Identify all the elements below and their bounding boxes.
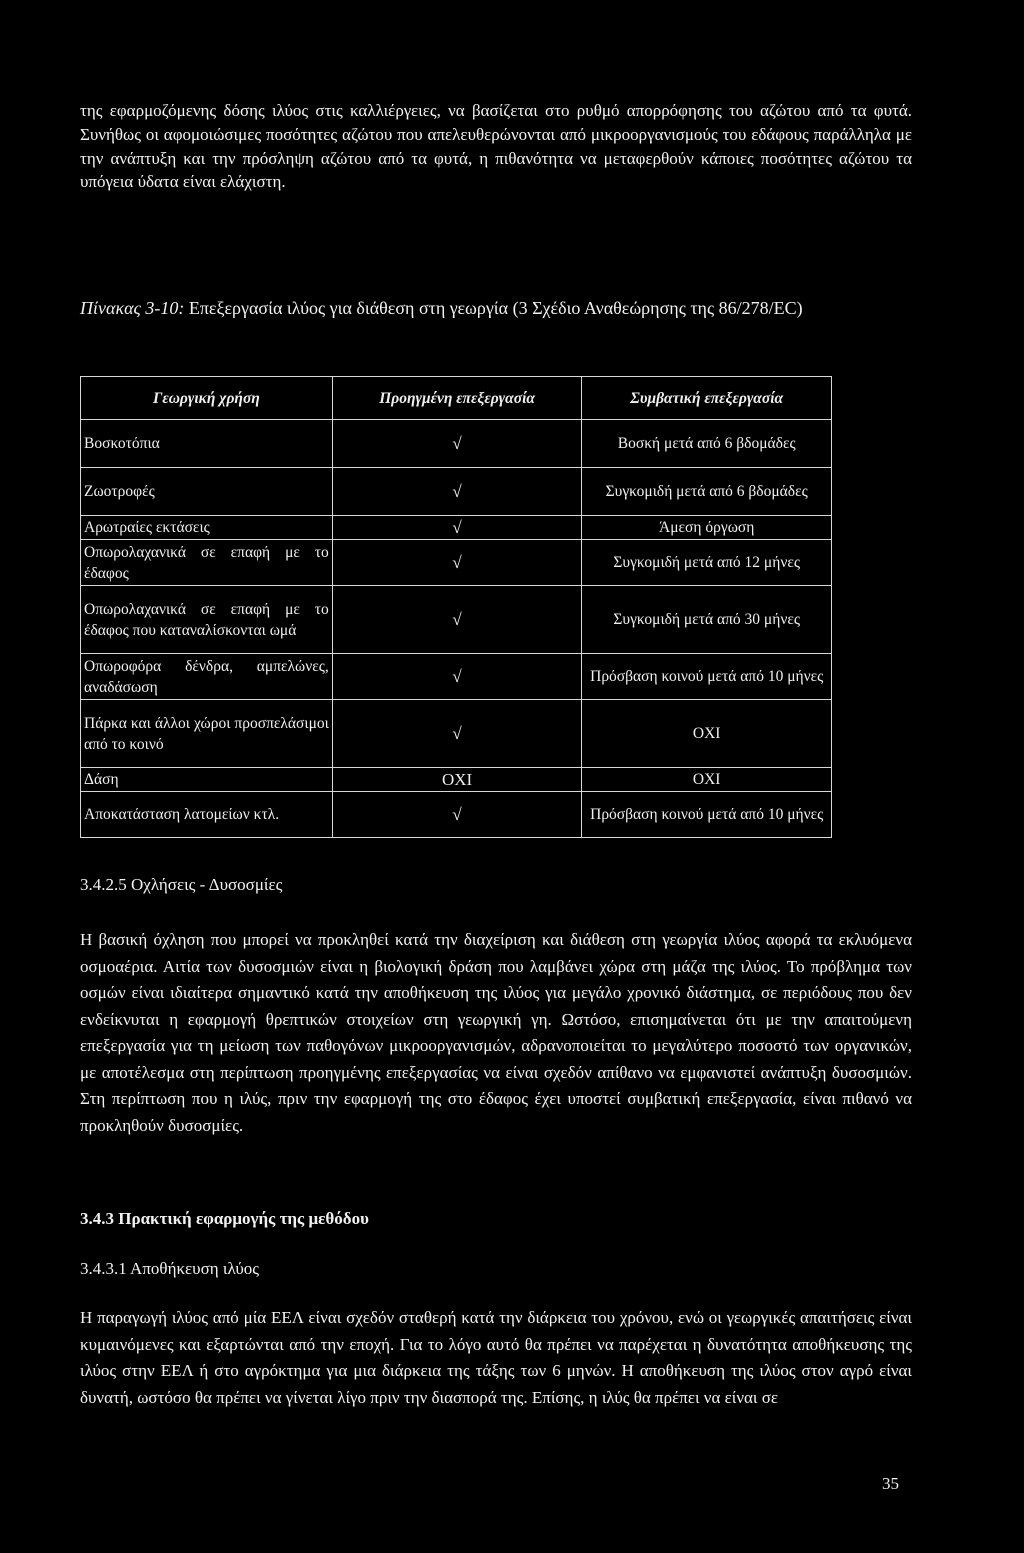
table-row: [81, 468, 832, 516]
table-caption-text: Επεξεργασία ιλύος για διάθεση στη γεωργία (3 Σχέδιο Αναθεώρησης της 86/278/ΕC): [188, 298, 803, 318]
cell-advanced: √: [332, 792, 582, 838]
cell-conventional: Άμεση όργωση: [582, 516, 832, 540]
cell-conventional: ΟΧΙ: [582, 700, 832, 768]
cell-conventional: Συγκομιδή μετά από 12 μήνες: [582, 540, 832, 586]
header-conventional-treatment: Συμβατική επεξεργασία: [582, 377, 832, 420]
cell-use: Οπωρολαχανικά σε επαφή με το έδαφος που καταναλίσκονται ωμά: [81, 586, 333, 654]
cell-use: Οπωρολαχανικά σε επαφή με το έδαφος: [81, 540, 333, 586]
cell-use: Αποκατάσταση λατομείων κτλ.: [81, 792, 333, 838]
table-row: [81, 586, 832, 654]
table-row: [81, 420, 832, 468]
cell-advanced: ΟΧΙ: [332, 768, 582, 792]
cell-conventional: Πρόσβαση κοινού μετά από 10 μήνες: [582, 792, 832, 838]
cell-advanced: √: [332, 586, 582, 654]
table-row: [81, 654, 832, 700]
cell-use: Βοσκοτόπια: [81, 420, 333, 468]
table-row: [81, 700, 832, 768]
cell-advanced: √: [332, 654, 582, 700]
cell-advanced: √: [332, 516, 582, 540]
table-row: [81, 516, 832, 540]
table-caption: [80, 294, 912, 322]
cell-advanced: √: [332, 540, 582, 586]
cell-use: Οπωροφόρα δένδρα, αμπελώνες, αναδάσωση: [81, 654, 333, 700]
cell-use: Ζωοτροφές: [81, 468, 333, 516]
cell-use: Δάση: [81, 768, 333, 792]
sludge-treatment-table: [80, 376, 832, 838]
table-row: [81, 792, 832, 838]
section-3425-heading: 3.4.2.5 Οχλήσεις - Δυσοσμίες: [80, 875, 283, 894]
table-caption-number: Πίνακας 3-10:: [80, 298, 185, 318]
table-row: [81, 540, 832, 586]
cell-use: Αρωτραίες εκτάσεις: [81, 516, 333, 540]
table-header-row: [81, 377, 832, 420]
section-3431-heading: 3.4.3.1 Αποθήκευση ιλύος: [80, 1259, 260, 1278]
cell-advanced: √: [332, 420, 582, 468]
intro-paragraph: της εφαρμοζόμενης δόσης ιλύος στις καλλιέργειες, να βασίζεται στο ρυθμό απορρόφησης του αζώτου από τα φυτά. Συνήθως οι αφομοιώσιμες ποσότητες αζώτου που απελευθερώνονται από μικροοργανισμούς του εδάφους παράλληλα με την ανάπτυξη και την πρόσληψη αζώτου από τα φυτά, η πιθανότητα να μεταφερθούν κάποιες ποσότητες αζώτου τα υπόγεια ύδατα είναι ελάχιστη.: [80, 101, 912, 192]
table-row: [81, 768, 832, 792]
cell-conventional: Συγκομιδή μετά από 30 μήνες: [582, 586, 832, 654]
page-number: 35: [882, 1474, 899, 1493]
section-343-heading: 3.4.3 Πρακτική εφαρμογής της μεθόδου: [80, 1209, 369, 1228]
cell-use: Πάρκα και άλλοι χώροι προσπελάσιμοι από το κοινό: [81, 700, 333, 768]
section-3425-paragraph: Η βασική όχληση που μπορεί να προκληθεί κατά την διαχείριση και διάθεση στη γεωργία ιλύος αφορά τα εκλυόμενα οσμοαέρια. Αιτία των δυσοσμιών είναι η βιολογική δράση που λαμβάνει χώρα στη μάζα της ιλύος. Το πρόβλημα των οσμών είναι ιδιαίτερα σημαντικό κατά την αποθήκευση της ιλύος για μεγάλο χρονικό διάστημα, σε περιόδους που δεν ενδείκνυται η εφαρμογή θρεπτικών στοιχείων στη γεωργική γη. Ωστόσο, επισημαίνεται ότι με την απαιτούμενη επεξεργασία για τη μείωση των παθογόνων μικροοργανισμών, αδρανοποιείται το μεγαλύτερο ποσοστό των οργανικών, με αποτέλεσμα στη περίπτωση προηγμένης επεξεργασίας να είναι σχεδόν απίθανο να εμφανιστεί ανάπτυξη δυσοσμιών. Στη περίπτωση που η ιλύς, πριν την εφαρμογή της στο έδαφος έχει υποστεί συμβατική επεξεργασία, είναι πιθανό να προκληθούν δυσοσμίες.: [80, 930, 912, 1135]
cell-conventional: Πρόσβαση κοινού μετά από 10 μήνες: [582, 654, 832, 700]
header-agricultural-use: Γεωργική χρήση: [81, 377, 333, 420]
cell-conventional: ΟΧΙ: [582, 768, 832, 792]
header-advanced-treatment: Προηγμένη επεξεργασία: [332, 377, 582, 420]
section-3431-paragraph: Η παραγωγή ιλύος από μία ΕΕΛ είναι σχεδόν σταθερή κατά την διάρκεια του χρόνου, ενώ οι γεωργικές απαιτήσεις είναι κυμαινόμενες και εξαρτώνται από την εποχή. Για το λόγο αυτό θα πρέπει να παρέχεται η δυνατότητα αποθήκευσης της ιλύος στην ΕΕΛ ή στο αγρόκτημα για μια διάρκεια της τάξης των 6 μηνών. Η αποθήκευση της ιλύος στον αγρό είναι δυνατή, ωστόσο θα πρέπει να γίνεται λίγο πριν την διασπορά της. Επίσης, η ιλύς θα πρέπει να είναι σε: [80, 1308, 912, 1407]
cell-conventional: Συγκομιδή μετά από 6 βδομάδες: [582, 468, 832, 516]
cell-conventional: Βοσκή μετά από 6 βδομάδες: [582, 420, 832, 468]
cell-advanced: √: [332, 468, 582, 516]
cell-advanced: √: [332, 700, 582, 768]
